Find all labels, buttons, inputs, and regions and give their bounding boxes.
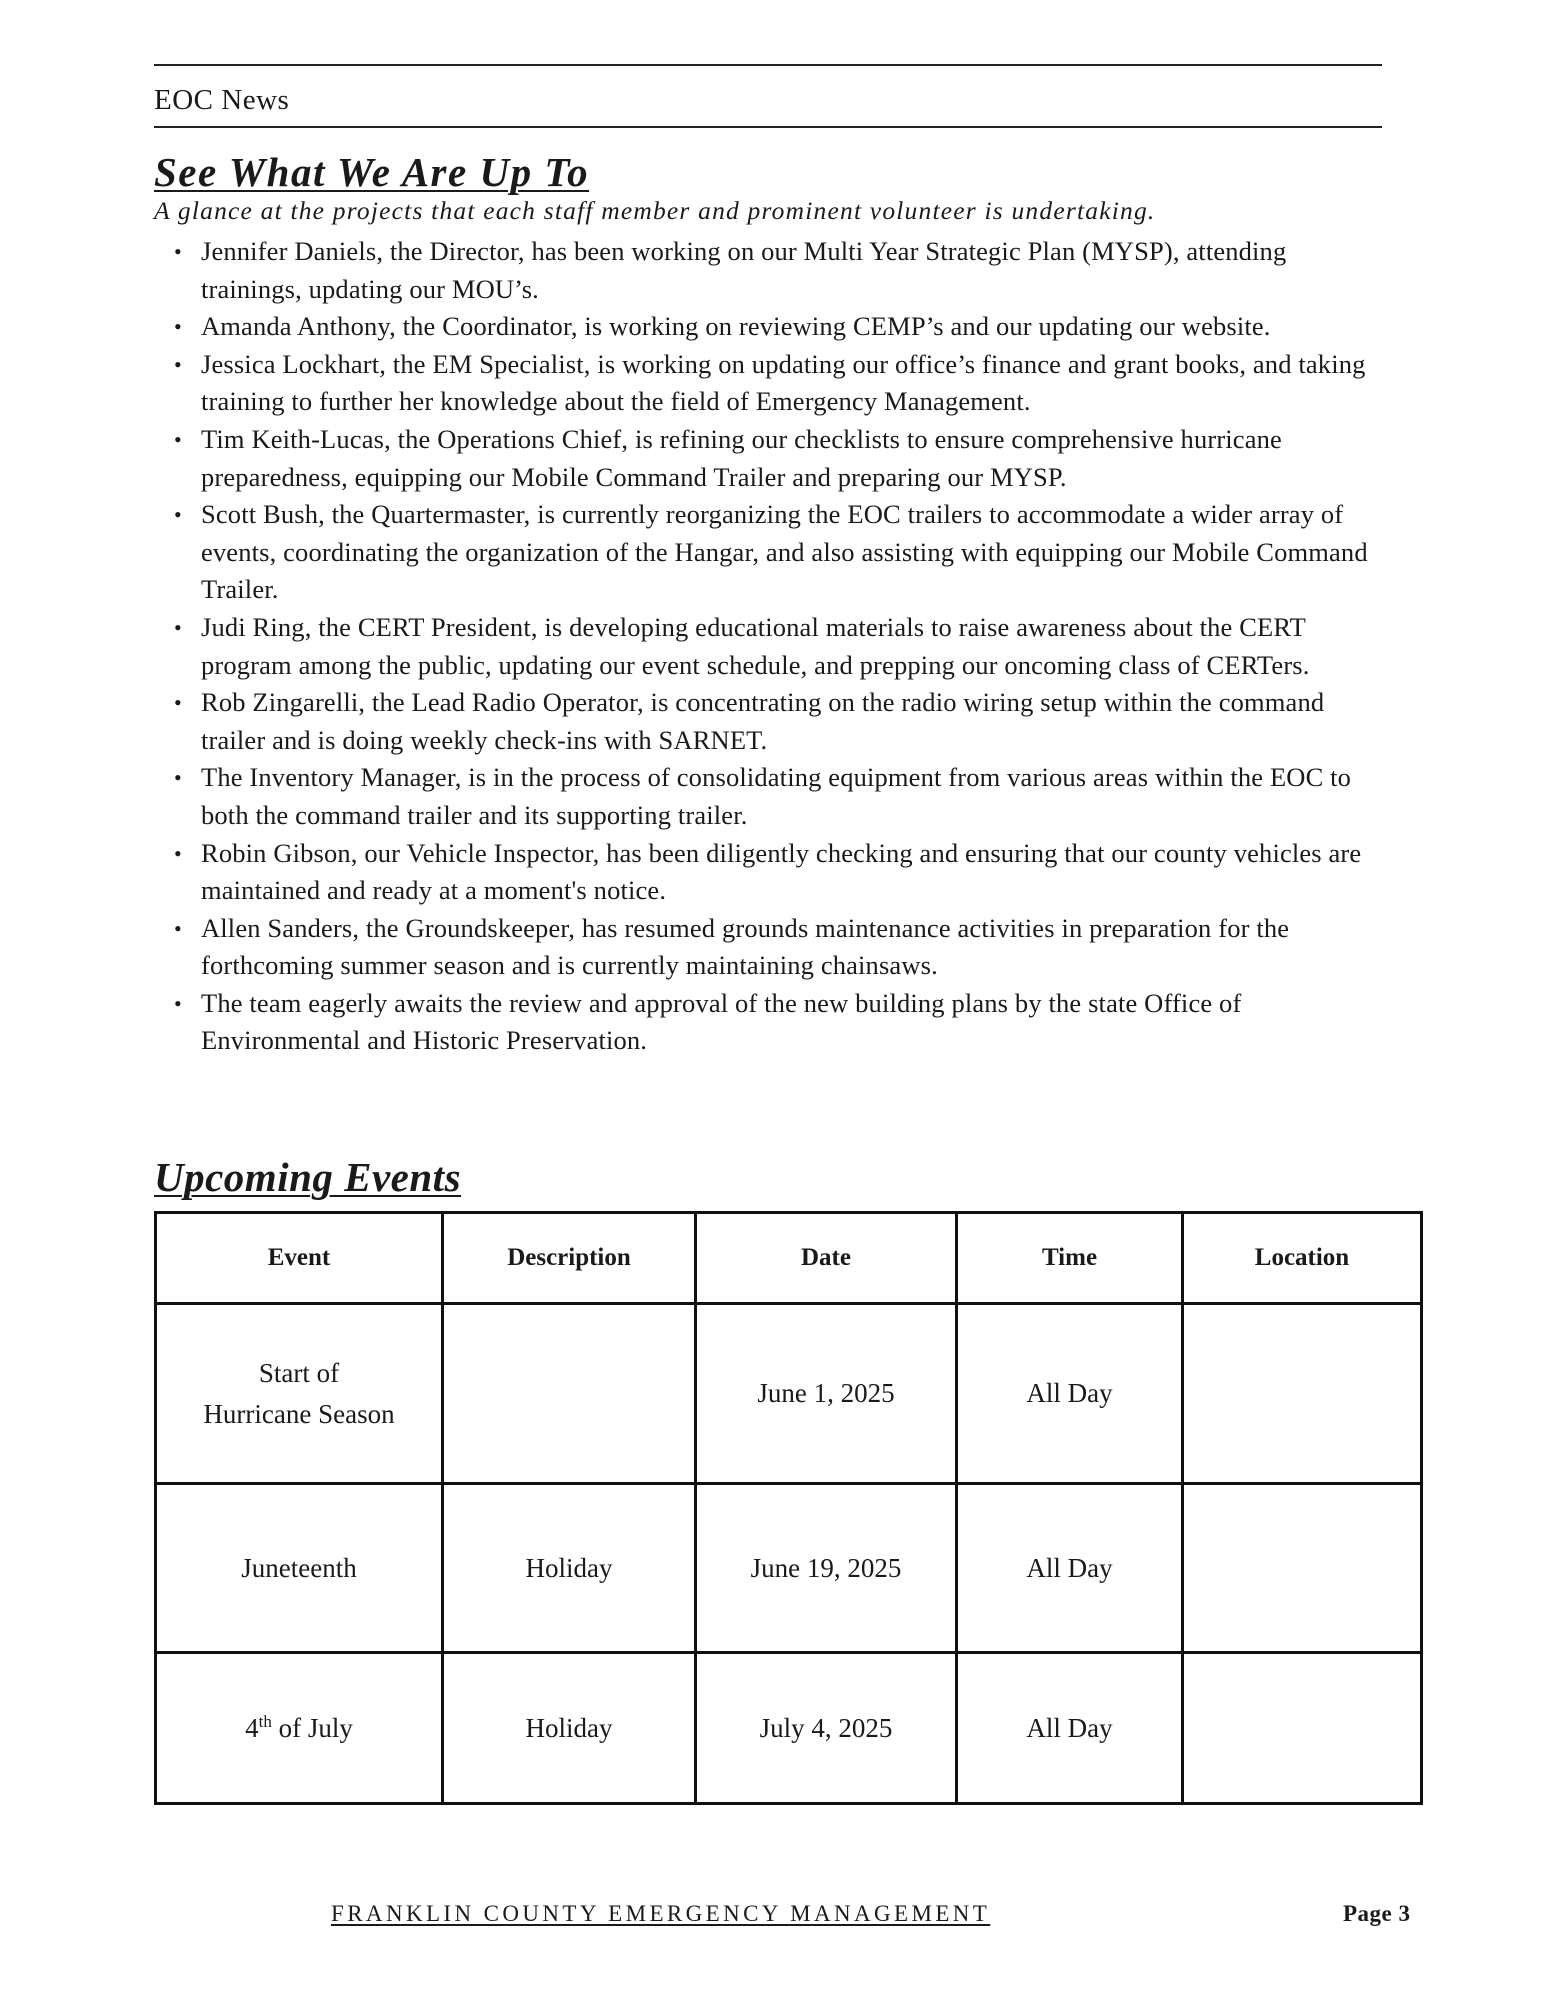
event-location-cell bbox=[1183, 1304, 1422, 1484]
table-header-row bbox=[156, 1213, 1422, 1304]
list-item bbox=[154, 308, 1389, 346]
header-rule-top bbox=[154, 64, 1382, 66]
list-item-text: Allen Sanders, the Groundskeeper, has resumed grounds maintenance activities in preparation for the forthcoming summer season and is currently maintaining chainsaws. bbox=[201, 912, 1290, 981]
column-header-description: Description bbox=[443, 1213, 696, 1304]
list-item bbox=[154, 496, 1389, 609]
list-item-text: Tim Keith-Lucas, the Operations Chief, is refining our checklists to ensure comprehensive hurricane preparedness, equipping our Mobile Command Trailer and preparing our MYSP. bbox=[201, 423, 1282, 492]
column-header-date: Date bbox=[696, 1213, 957, 1304]
event-description-cell bbox=[443, 1304, 696, 1484]
list-item bbox=[154, 985, 1389, 1060]
list-item-text: Jennifer Daniels, the Director, has been working on our Multi Year Strategic Plan (MYSP), attending trainings, updating our MOU’s. bbox=[201, 236, 1287, 304]
column-header-event: Event bbox=[156, 1213, 443, 1304]
event-description-cell: Holiday bbox=[443, 1484, 696, 1653]
header-rule-bottom bbox=[154, 126, 1382, 128]
bullet-icon: • bbox=[174, 765, 182, 791]
list-item-text: Rob Zingarelli, the Lead Radio Operator, is concentrating on the radio wiring setup within the command trailer and is doing weekly check-ins with SARNET. bbox=[201, 687, 1325, 755]
list-item-text: Amanda Anthony, the Coordinator, is working on reviewing CEMP’s and our updating our website. bbox=[201, 311, 1271, 342]
event-time-cell: All Day bbox=[957, 1484, 1183, 1653]
bullet-icon: • bbox=[174, 915, 182, 941]
event-name-cell bbox=[156, 1304, 443, 1484]
bullet-icon: • bbox=[174, 314, 182, 340]
event-name-line: Hurricane Season bbox=[203, 1398, 395, 1429]
bullet-icon: • bbox=[174, 426, 182, 452]
event-name-rest: of July bbox=[271, 1713, 353, 1743]
projects-subtitle: A glance at the projects that each staff member and prominent volunteer is undertaking. bbox=[154, 196, 1156, 225]
event-name-cell: Juneteenth bbox=[156, 1484, 443, 1653]
bullet-icon: • bbox=[174, 614, 182, 640]
bullet-icon: • bbox=[174, 239, 182, 264]
table-row bbox=[156, 1653, 1422, 1804]
column-header-location: Location bbox=[1183, 1213, 1422, 1304]
bullet-icon: • bbox=[174, 690, 182, 716]
projects-section-title: See What We Are Up To bbox=[154, 149, 590, 195]
event-time-cell: All Day bbox=[957, 1304, 1183, 1484]
page-number: Page 3 bbox=[1343, 1901, 1411, 1926]
event-location-cell bbox=[1183, 1484, 1422, 1653]
table-row bbox=[156, 1484, 1422, 1653]
column-header-time: Time bbox=[957, 1213, 1183, 1304]
events-section-title: Upcoming Events bbox=[154, 1154, 462, 1200]
event-name-number: 4 bbox=[245, 1713, 259, 1743]
event-location-cell bbox=[1183, 1653, 1422, 1804]
list-item-text: The Inventory Manager, is in the process of consolidating equipment from various areas within the EOC to both the command trailer and its supporting trailer. bbox=[201, 762, 1352, 830]
list-item bbox=[154, 759, 1389, 834]
footer-organization: FRANKLIN COUNTY EMERGENCY MANAGEMENT bbox=[331, 1901, 991, 1926]
list-item bbox=[154, 233, 1389, 308]
list-item bbox=[154, 609, 1389, 684]
events-table bbox=[154, 1211, 1423, 1805]
table-row bbox=[156, 1304, 1422, 1484]
bullet-icon: • bbox=[174, 351, 182, 377]
list-item-text: Robin Gibson, our Vehicle Inspector, has been diligently checking and ensuring that our county vehicles are maintained and ready at a moment's notice. bbox=[201, 837, 1362, 906]
bullet-icon: • bbox=[174, 990, 182, 1016]
event-name-line: Start of bbox=[258, 1357, 340, 1388]
event-name-cell bbox=[156, 1653, 443, 1804]
projects-list bbox=[154, 233, 1389, 1060]
event-date-cell: July 4, 2025 bbox=[696, 1653, 957, 1804]
list-item-text: The team eagerly awaits the review and approval of the new building plans by the state Office of Environmental and Historic Preservation. bbox=[201, 987, 1242, 1056]
event-date-cell: June 19, 2025 bbox=[696, 1484, 957, 1653]
event-time-cell: All Day bbox=[957, 1653, 1183, 1804]
list-item bbox=[154, 684, 1389, 759]
list-item-text: Judi Ring, the CERT President, is developing educational materials to raise awareness about the CERT program among the public, updating our event schedule, and prepping our oncoming class of CERTers. bbox=[201, 611, 1310, 680]
bullet-icon: • bbox=[174, 502, 182, 528]
list-item bbox=[154, 910, 1389, 985]
newsletter-section-label: EOC News bbox=[154, 84, 290, 116]
bullet-icon: • bbox=[174, 840, 182, 866]
event-date-cell: June 1, 2025 bbox=[696, 1304, 957, 1484]
list-item bbox=[154, 421, 1389, 496]
list-item bbox=[154, 346, 1389, 421]
ordinal-suffix: th bbox=[258, 1712, 272, 1731]
list-item-text: Scott Bush, the Quartermaster, is currently reorganizing the EOC trailers to accommodate a wider array of events, coordinating the organization of the Hangar, and also assisting with equipping our Mobile Command Trailer. bbox=[201, 499, 1368, 605]
list-item-text: Jessica Lockhart, the EM Specialist, is working on updating our office’s finance and grant books, and taking training to further her knowledge about the field of Emergency Management. bbox=[201, 348, 1366, 417]
list-item bbox=[154, 835, 1389, 910]
event-description-cell: Holiday bbox=[443, 1653, 696, 1804]
